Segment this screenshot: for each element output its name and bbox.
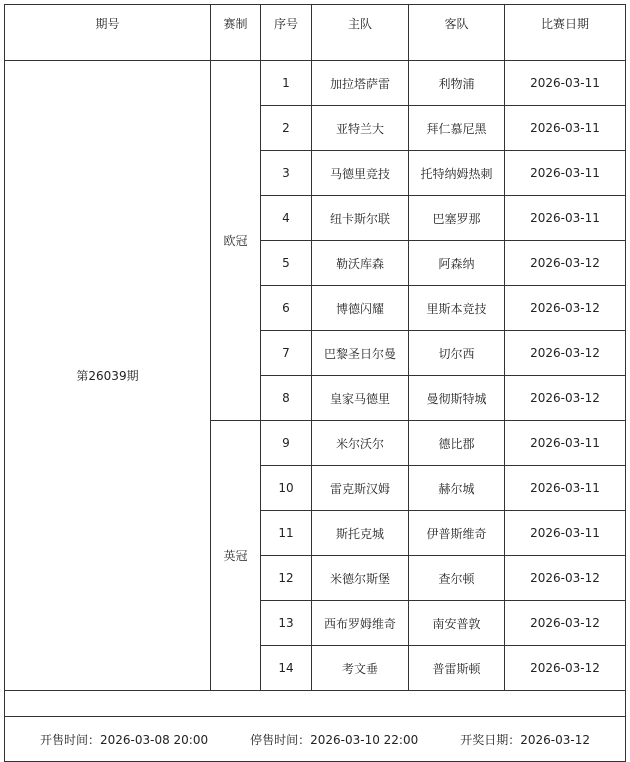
sale-start-time: 开售时间：2026-03-08 20:00 — [39, 732, 209, 747]
date-cell: 2026-03-11 — [505, 466, 626, 511]
away-team-cell: 巴塞罗那 — [409, 196, 505, 241]
seq-cell: 14 — [261, 646, 312, 691]
home-team-cell: 勒沃库森 — [312, 241, 409, 286]
footer-cell — [5, 717, 626, 762]
seq-cell: 9 — [261, 421, 312, 466]
home-team-cell: 斯托克城 — [312, 511, 409, 556]
date-cell: 2026-03-12 — [505, 241, 626, 286]
spacer-cell — [5, 691, 626, 717]
seq-cell: 12 — [261, 556, 312, 601]
date-cell: 2026-03-12 — [505, 331, 626, 376]
home-team-cell: 皇家马德里 — [312, 376, 409, 421]
seq-cell: 1 — [261, 61, 312, 106]
seq-cell: 13 — [261, 601, 312, 646]
seq-cell: 2 — [261, 106, 312, 151]
home-team-cell: 巴黎圣日尔曼 — [312, 331, 409, 376]
issue-cell: 第26039期 — [5, 61, 211, 691]
seq-cell: 6 — [261, 286, 312, 331]
header-issue: 期号 — [5, 5, 211, 61]
sale-stop-time: 停售时间：2026-03-10 22:00 — [250, 732, 419, 747]
away-team-cell: 阿森纳 — [409, 241, 505, 286]
away-team-cell: 查尔顿 — [409, 556, 505, 601]
competition-cell-ucl: 欧冠 — [211, 61, 261, 421]
date-cell: 2026-03-11 — [505, 196, 626, 241]
date-cell: 2026-03-11 — [505, 151, 626, 196]
away-team-cell: 利物浦 — [409, 61, 505, 106]
table-row — [5, 61, 626, 106]
date-cell: 2026-03-11 — [505, 61, 626, 106]
away-team-cell: 赫尔城 — [409, 466, 505, 511]
home-team-cell: 马德里竞技 — [312, 151, 409, 196]
seq-cell: 3 — [261, 151, 312, 196]
date-cell: 2026-03-12 — [505, 286, 626, 331]
sale-info — [5, 731, 625, 748]
seq-cell: 5 — [261, 241, 312, 286]
header-seq: 序号 — [261, 5, 312, 61]
home-team-cell: 西布罗姆维奇 — [312, 601, 409, 646]
competition-cell-championship: 英冠 — [211, 421, 261, 691]
away-team-cell: 切尔西 — [409, 331, 505, 376]
home-team-cell: 博德闪耀 — [312, 286, 409, 331]
schedule-table — [4, 4, 626, 762]
home-team-cell: 纽卡斯尔联 — [312, 196, 409, 241]
away-team-cell: 里斯本竞技 — [409, 286, 505, 331]
away-team-cell: 伊普斯维奇 — [409, 511, 505, 556]
away-team-cell: 德比郡 — [409, 421, 505, 466]
home-team-cell: 加拉塔萨雷 — [312, 61, 409, 106]
date-cell: 2026-03-12 — [505, 601, 626, 646]
seq-cell: 10 — [261, 466, 312, 511]
away-team-cell: 普雷斯顿 — [409, 646, 505, 691]
header-home: 主队 — [312, 5, 409, 61]
date-cell: 2026-03-12 — [505, 376, 626, 421]
date-cell: 2026-03-12 — [505, 556, 626, 601]
seq-cell: 8 — [261, 376, 312, 421]
header-date: 比赛日期 — [505, 5, 626, 61]
seq-cell: 7 — [261, 331, 312, 376]
home-team-cell: 亚特兰大 — [312, 106, 409, 151]
home-team-cell: 米德尔斯堡 — [312, 556, 409, 601]
draw-date: 开奖日期：2026-03-12 — [460, 732, 590, 747]
seq-cell: 4 — [261, 196, 312, 241]
date-cell: 2026-03-11 — [505, 421, 626, 466]
home-team-cell: 米尔沃尔 — [312, 421, 409, 466]
home-team-cell: 考文垂 — [312, 646, 409, 691]
away-team-cell: 曼彻斯特城 — [409, 376, 505, 421]
date-cell: 2026-03-11 — [505, 511, 626, 556]
header-competition: 赛制 — [211, 5, 261, 61]
spacer-row — [5, 691, 626, 717]
away-team-cell: 托特纳姆热刺 — [409, 151, 505, 196]
away-team-cell: 南安普敦 — [409, 601, 505, 646]
date-cell: 2026-03-12 — [505, 646, 626, 691]
away-team-cell: 拜仁慕尼黑 — [409, 106, 505, 151]
header-row — [5, 5, 626, 61]
seq-cell: 11 — [261, 511, 312, 556]
header-away: 客队 — [409, 5, 505, 61]
footer-row — [5, 717, 626, 762]
date-cell: 2026-03-11 — [505, 106, 626, 151]
home-team-cell: 雷克斯汉姆 — [312, 466, 409, 511]
